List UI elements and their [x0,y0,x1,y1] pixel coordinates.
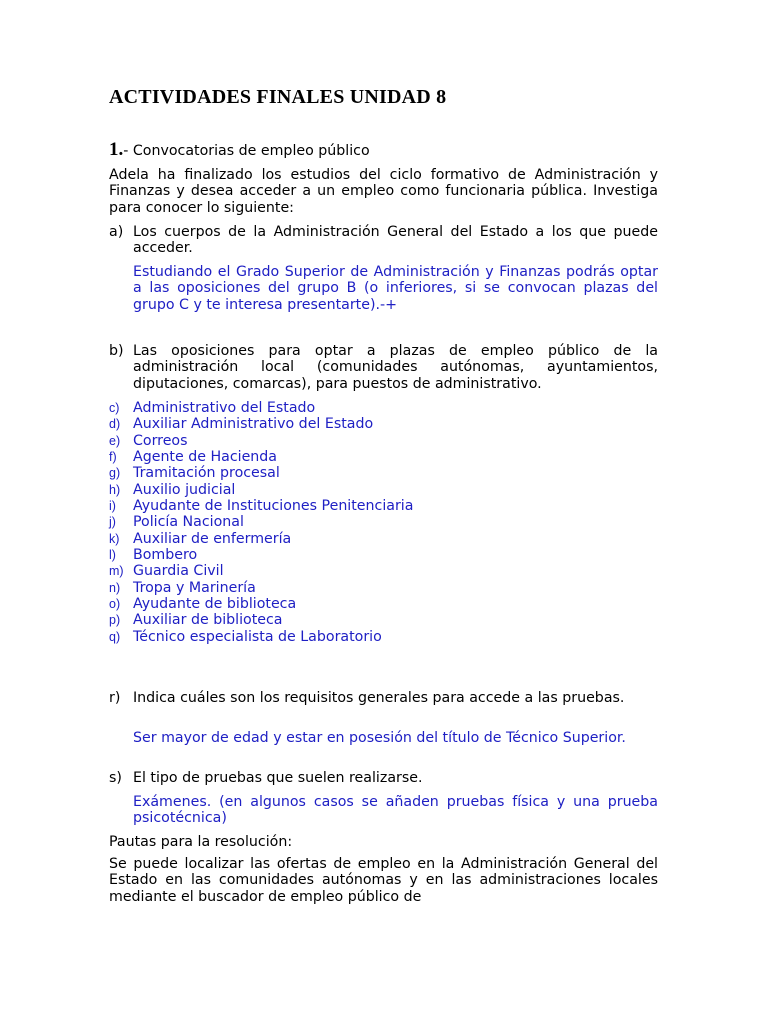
list-item-text: Tramitación procesal [133,465,280,482]
list-item-label: o) [109,597,121,612]
list-item-label: f) [109,450,117,465]
question-text: Indica cuáles son los requisitos generales para accede a las pruebas. [133,690,625,706]
section-heading [109,140,370,161]
question-r [109,690,658,706]
section-title: - Convocatorias de empleo público [123,143,370,159]
question-label: s) [109,770,122,786]
intro-paragraph: Adela ha finalizado los estudios del ciclo formativo de Administración y Finanzas y desea acceder a un empleo como funcionaria pública. Investiga para conocer lo siguiente: [109,167,658,216]
list-item-label: m) [109,564,124,579]
list-item-text: Policía Nacional [133,514,244,531]
list-item-text: Auxiliar de biblioteca [133,612,283,629]
list-item-text: Auxilio judicial [133,481,236,498]
list-item-text: Auxiliar de enfermería [133,530,292,547]
list-item-text: Guardia Civil [133,563,224,580]
question-label: b) [109,343,124,359]
list-item-label: l) [109,548,116,563]
list-item-label: p) [109,613,121,628]
answer-s: Exámenes. (en algunos casos se añaden pruebas física y una prueba psicotécnica) [133,794,658,827]
list-item-text: Bombero [133,547,198,564]
list-item-text: Técnico especialista de Laboratorio [133,628,382,645]
list-item-label: d) [109,417,121,432]
list-item-label: c) [109,401,120,415]
list-item-text: Correos [133,432,188,449]
list-item-label: e) [109,433,121,448]
question-b [109,343,658,392]
question-label: a) [109,224,124,240]
list-item-text: Auxiliar Administrativo del Estado [133,416,374,433]
page-title: ACTIVIDADES FINALES UNIDAD 8 [109,86,447,108]
question-text: El tipo de pruebas que suelen realizarse. [133,770,423,786]
list-item-label: i) [109,499,116,514]
pautas-heading: Pautas para la resolución: [109,834,293,850]
pautas-paragraph: Se puede localizar las ofertas de empleo en la Administración General del Estado en las comunidades autónomas y en las administraciones locales mediante el buscador de empleo público de [109,856,658,905]
list-item-label: h) [109,482,121,497]
list-item-label: j) [109,515,116,530]
section-number: 1. [109,139,124,160]
list-item-label: q) [109,629,121,644]
list-item-text: Administrativo del Estado [133,400,316,416]
list-item-text: Ayudante de biblioteca [133,596,297,613]
list-item-text: Ayudante de Instituciones Penitenciaria [133,498,414,515]
list-item-label: k) [109,531,120,546]
question-text: Las oposiciones para optar a plazas de empleo público de la administración local (comunidades autónomas, ayuntamientos, diputaciones, comarcas), para puestos de administrativo. [133,343,658,392]
question-text: Los cuerpos de la Administración General del Estado a los que puede acceder. [133,224,658,257]
answer-r: Ser mayor de edad y estar en posesión del título de Técnico Superior. [133,730,626,746]
answer-a: Estudiando el Grado Superior de Administración y Finanzas podrás optar a las oposiciones del grupo B (o inferiores, si se convocan plazas del grupo C y te interesa presentarte).-+ [133,264,658,313]
question-label: r) [109,690,121,706]
list-item-label: n) [109,580,121,595]
list-item-text: Tropa y Marinería [133,579,256,596]
list-item-label: g) [109,466,121,481]
question-s [109,770,658,786]
question-a [109,224,658,257]
list-item-text: Agente de Hacienda [133,449,278,466]
